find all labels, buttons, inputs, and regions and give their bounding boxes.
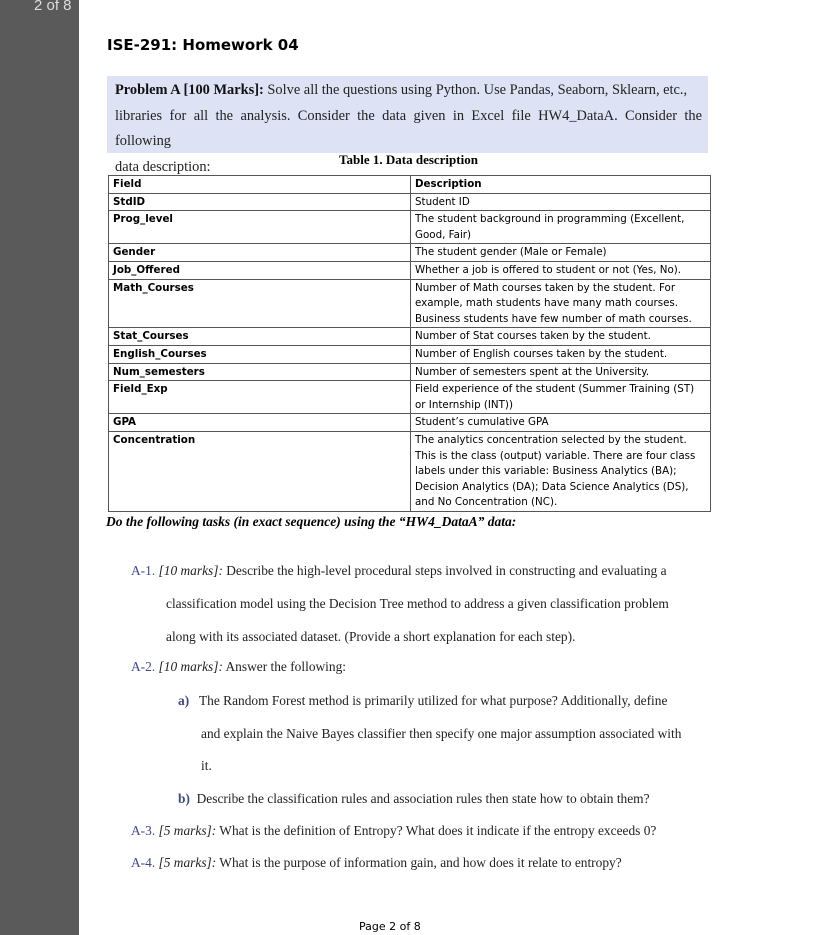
table-cell-description: Student ID bbox=[411, 193, 711, 211]
table-cell-description: Number of Math courses taken by the student. For example, math students have many math courses. Business students have few number of math courses. bbox=[411, 279, 711, 328]
table-row bbox=[109, 414, 711, 432]
task-a3-marks: [5 marks]: bbox=[158, 823, 217, 838]
page-footer: Page 2 of 8 bbox=[359, 920, 421, 933]
table-row bbox=[109, 211, 711, 244]
task-a1-line-2: classification model using the Decision Tree method to address a given classification problem bbox=[166, 596, 669, 611]
task-a2-b bbox=[178, 782, 650, 815]
task-a1-marks: [10 marks]: bbox=[158, 563, 223, 578]
table-row bbox=[109, 279, 711, 328]
table-row bbox=[109, 244, 711, 262]
table-row bbox=[109, 193, 711, 211]
task-a3-number: A-3. bbox=[131, 823, 156, 838]
problem-line-1: Solve all the questions using Python. Use Pandas, Seaborn, Sklearn, etc., bbox=[263, 82, 688, 98]
table-cell-field: Math_Courses bbox=[109, 279, 411, 328]
table-cell-field: GPA bbox=[109, 414, 411, 432]
document-page bbox=[79, 0, 818, 935]
table-row bbox=[109, 363, 711, 381]
table-cell-description: Whether a job is offered to student or not (Yes, No). bbox=[411, 261, 711, 279]
table-cell-field: Stat_Courses bbox=[109, 328, 411, 346]
task-a4-marks: [5 marks]: bbox=[158, 855, 217, 870]
task-a2-b-label: b) bbox=[178, 791, 190, 806]
table-row bbox=[109, 261, 711, 279]
task-a1-line-1: Describe the high-level procedural steps involved in constructing and evaluating a bbox=[222, 563, 667, 578]
homework-title: ISE-291: Homework 04 bbox=[107, 36, 299, 54]
task-a2-b-line-1: Describe the classification rules and association rules then state how to obtain them? bbox=[196, 791, 650, 806]
task-a2-text: Answer the following: bbox=[222, 659, 347, 674]
table-header-description: Description bbox=[411, 176, 711, 194]
table-cell-description: Field experience of the student (Summer Training (ST) or Internship (INT)) bbox=[411, 381, 711, 414]
task-a3-text: What is the definition of Entropy? What does it indicate if the entropy exceeds 0? bbox=[216, 823, 657, 838]
table-cell-description: Number of English courses taken by the student. bbox=[411, 345, 711, 363]
table-cell-description: Number of semesters spent at the University. bbox=[411, 363, 711, 381]
table-cell-field: Num_semesters bbox=[109, 363, 411, 381]
task-a3 bbox=[131, 814, 656, 847]
table-cell-description: The student gender (Male or Female) bbox=[411, 244, 711, 262]
task-a2-a-line-1: The Random Forest method is primarily utilized for what purpose? Additionally, define bbox=[198, 693, 668, 708]
table-header-field: Field bbox=[109, 176, 411, 194]
table-cell-description: Student’s cumulative GPA bbox=[411, 414, 711, 432]
table-cell-field: English_Courses bbox=[109, 345, 411, 363]
problem-line-2: libraries for all the analysis. Consider the data given in Excel file HW4_DataA. Consider the following bbox=[115, 107, 702, 149]
table-cell-description: The student background in programming (Excellent, Good, Fair) bbox=[411, 211, 711, 244]
table-cell-description: Number of Stat courses taken by the student. bbox=[411, 328, 711, 346]
task-a2-a-line-2: and explain the Naive Bayes classifier then specify one major assumption associated with bbox=[201, 726, 682, 741]
table-cell-field: Gender bbox=[109, 244, 411, 262]
task-a1-line-3: along with its associated dataset. (Provide a short explanation for each step). bbox=[166, 629, 576, 644]
task-a2-a-label: a) bbox=[178, 693, 190, 708]
task-a1-number: A-1. bbox=[131, 563, 156, 578]
table-row bbox=[109, 345, 711, 363]
task-a2-a bbox=[178, 684, 667, 717]
table-cell-field: Field_Exp bbox=[109, 381, 411, 414]
table-header-row bbox=[109, 176, 711, 194]
task-a2-a-line-3: it. bbox=[201, 758, 212, 773]
task-a2-number: A-2. bbox=[131, 659, 156, 674]
table-row bbox=[109, 328, 711, 346]
table-cell-field: Prog_level bbox=[109, 211, 411, 244]
task-a1 bbox=[131, 554, 711, 587]
tasks-intro: Do the following tasks (in exact sequence) using the “HW4_DataA” data: bbox=[106, 514, 517, 529]
table-cell-field: StdID bbox=[109, 193, 411, 211]
data-description-table bbox=[108, 175, 711, 512]
table-caption: Table 1. Data description bbox=[339, 152, 478, 167]
table-cell-description: The analytics concentration selected by the student. This is the class (output) variable. There are four class labels under this variable: Business Analytics (BA); Decision Analytics (DA); Data Science Analytics (DS), and No Concentration (NC). bbox=[411, 431, 711, 511]
table-row bbox=[109, 431, 711, 511]
task-a4-text: What is the purpose of information gain, and how does it relate to entropy? bbox=[216, 855, 622, 870]
page-counter: 2 of 8 bbox=[34, 0, 72, 14]
table-row bbox=[109, 381, 711, 414]
task-a4-number: A-4. bbox=[131, 855, 156, 870]
task-a2-marks: [10 marks]: bbox=[158, 659, 223, 674]
task-a2 bbox=[131, 650, 346, 683]
task-a4 bbox=[131, 846, 622, 879]
table-cell-field: Job_Offered bbox=[109, 261, 411, 279]
problem-line-3: data description: bbox=[115, 158, 211, 175]
table-cell-field: Concentration bbox=[109, 431, 411, 511]
problem-label: Problem A [100 Marks]: bbox=[115, 82, 264, 98]
